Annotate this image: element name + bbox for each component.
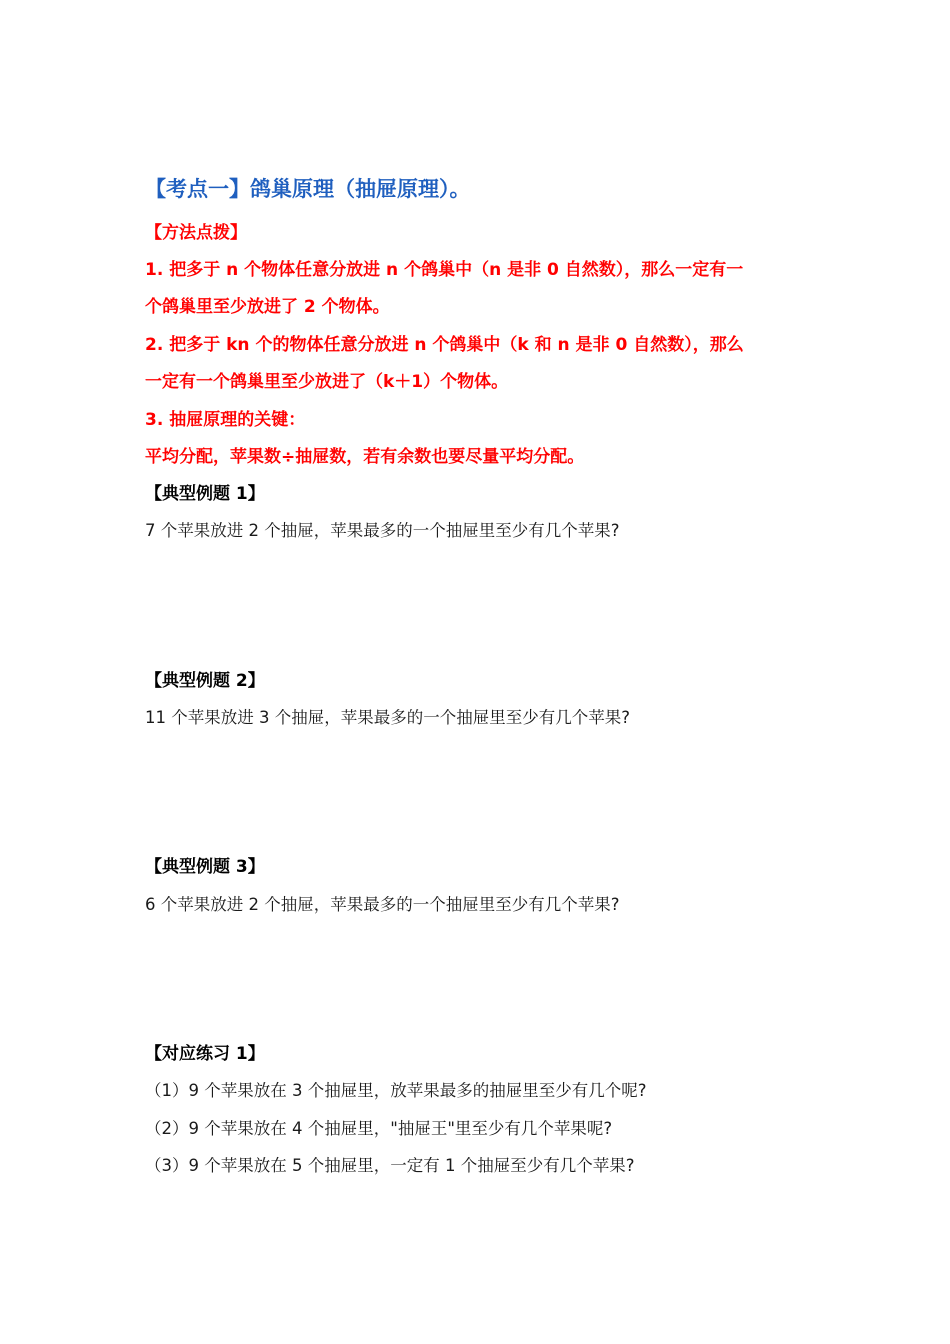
method-line-1: 1. 把多于 n 个物体任意分放进 n 个鸽巢中（n 是非 0 自然数），那么一定有一 — [145, 260, 744, 280]
method-line-4: 一定有一个鸽巢里至少放进了（k＋1）个物体。 — [145, 372, 509, 392]
method-line-5: 3. 抽屉原理的关键： — [145, 410, 306, 430]
section-title: 【考点一】鸽巢原理（抽屉原理）。 — [145, 177, 471, 201]
example-3-heading: 【典型例题 3】 — [145, 857, 265, 877]
method-line-2: 个鸽巢里至少放进了 2 个物体。 — [145, 297, 390, 317]
practice-heading: 【对应练习 1】 — [145, 1044, 265, 1064]
method-line-3: 2. 把多于 kn 个的物体任意分放进 n 个鸽巢中（k 和 n 是非 0 自然数），那么 — [145, 335, 744, 355]
example-1-heading: 【典型例题 1】 — [145, 484, 265, 504]
example-3-question: 6 个苹果放进 2 个抽屉，苹果最多的一个抽屉里至少有几个苹果? — [145, 895, 620, 914]
practice-item-3: （3）9 个苹果放在 5 个抽屉里，一定有 1 个抽屉至少有几个苹果? — [145, 1156, 635, 1175]
method-line-6: 平均分配，苹果数÷抽屉数，若有余数也要尽量平均分配。 — [145, 447, 585, 467]
practice-item-1: （1）9 个苹果放在 3 个抽屉里，放苹果最多的抽屉里至少有几个呢? — [145, 1081, 647, 1100]
practice-item-2: （2）9 个苹果放在 4 个抽屉里，"抽屉王"里至少有几个苹果呢? — [145, 1119, 613, 1138]
method-heading: 【方法点拨】 — [145, 223, 247, 243]
example-2-heading: 【典型例题 2】 — [145, 671, 265, 691]
example-1-question: 7 个苹果放进 2 个抽屉，苹果最多的一个抽屉里至少有几个苹果? — [145, 521, 620, 540]
example-2-question: 11 个苹果放进 3 个抽屉，苹果最多的一个抽屉里至少有几个苹果? — [145, 708, 630, 727]
